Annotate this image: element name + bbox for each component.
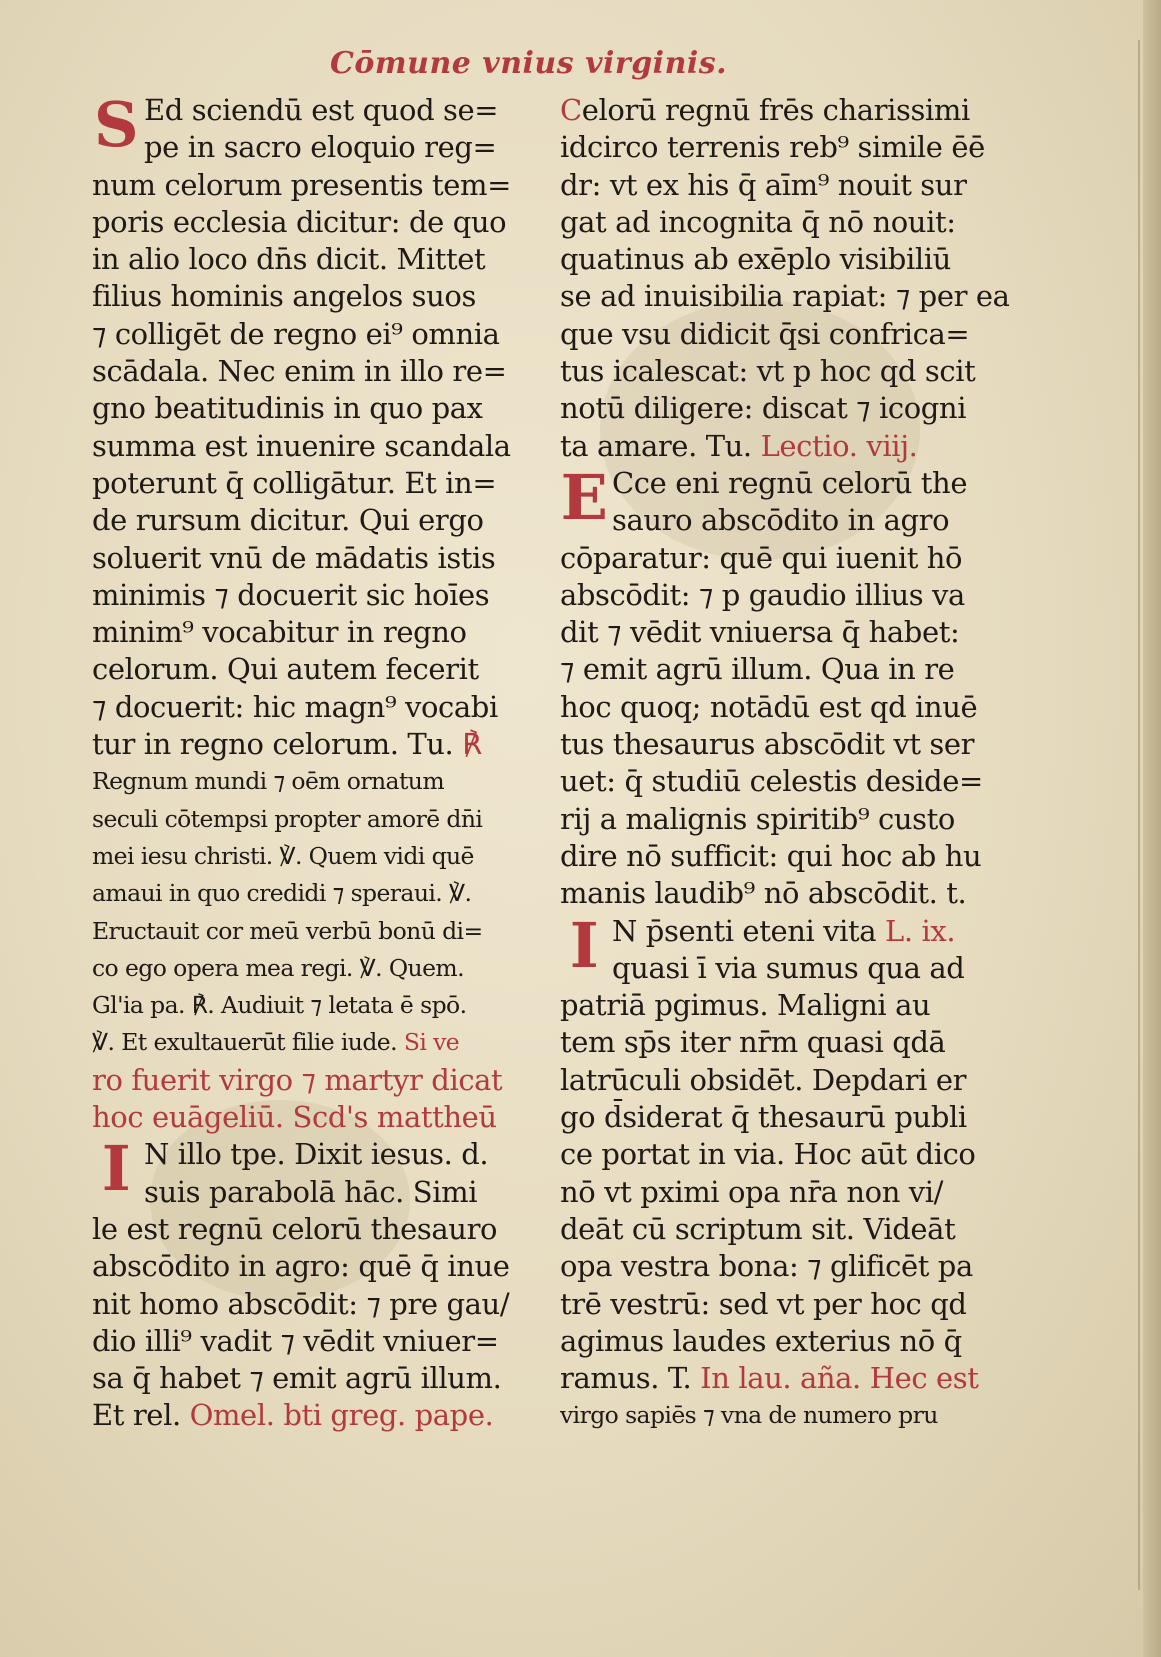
- text-line: [92, 651, 547, 688]
- line-text: pe in sacro eloquio reg=: [144, 130, 497, 165]
- rubric-text: hoc euāgeliū. Scd's mattheū: [92, 1100, 497, 1135]
- rubric-text: C: [560, 93, 582, 127]
- line-text: nit homo abscōdit: ⁊ pre gau/: [92, 1286, 510, 1321]
- line-text: sa q̄ habet ⁊ emit agrū illum.: [92, 1361, 502, 1396]
- line-text: summa est inuenire scandala: [92, 428, 511, 463]
- line-text: tus icalescat: vt p hoc qd scit: [560, 354, 976, 389]
- text-line: [560, 950, 1015, 987]
- text-line: [92, 204, 547, 241]
- line-text: manis laudib⁹ nō abscōdit. t.: [560, 876, 967, 911]
- line-text: dio illi⁹ vadit ⁊ vēdit vniuer=: [92, 1323, 499, 1358]
- text-line: [560, 316, 1015, 353]
- text-line: [560, 92, 1015, 129]
- line-text: soluerit vnū de mādatis istis: [92, 540, 496, 575]
- line-text: abscōdit: ⁊ p gaudio illius va: [560, 577, 965, 612]
- line-text: ⁊ colligēt de regno ei⁹ omnia: [92, 316, 500, 351]
- rubric-text: Omel. bti greg. pape.: [189, 1398, 494, 1433]
- line-text: gno beatitudinis in quo pax: [92, 391, 483, 426]
- text-line: [560, 1136, 1015, 1173]
- line-text: sauro abscōdito in agro: [612, 503, 950, 538]
- text-line: [92, 316, 547, 353]
- text-line: [92, 241, 547, 278]
- text-line: [560, 577, 1015, 614]
- right-text-column: [560, 92, 1015, 1435]
- text-line: [560, 204, 1015, 241]
- line-text: dire nō sufficit: qui hoc ab hu: [560, 838, 982, 873]
- line-text: poterunt q̄ colligātur. Et in=: [92, 465, 497, 500]
- rubric-text: In lau. aña. Hec est: [700, 1361, 979, 1396]
- text-line: [560, 167, 1015, 204]
- text-line: [92, 1062, 547, 1099]
- text-line: [560, 726, 1015, 763]
- line-text: amaui in quo credidi ⁊ speraui. ℣.: [92, 879, 472, 908]
- line-text: agimus laudes exterius nō q̄: [560, 1323, 962, 1358]
- text-line: [92, 689, 547, 726]
- line-text: scādala. Nec enim in illo re=: [92, 354, 507, 389]
- text-line: [560, 838, 1015, 875]
- text-line: [560, 1211, 1015, 1248]
- line-text: trē vestrū: sed vt per hoc qd: [560, 1286, 967, 1321]
- text-line: [560, 1062, 1015, 1099]
- line-text: le est regnū celorū thesauro: [92, 1211, 498, 1246]
- text-line: [560, 1397, 1015, 1434]
- text-line: [92, 801, 547, 838]
- page-header: Cōmune vnius virginis.: [330, 46, 728, 81]
- rubric-text: Si ve: [403, 1028, 460, 1057]
- line-text: patriā pgimus. Maligni au: [560, 988, 931, 1023]
- text-line: [560, 1360, 1015, 1397]
- page-edge: [1143, 0, 1161, 1657]
- text-line: [92, 987, 547, 1024]
- rubric-text: ℟: [462, 727, 482, 762]
- text-line: [560, 763, 1015, 800]
- line-text: num celorum presentis tem=: [92, 167, 512, 202]
- line-text: celorum. Qui autem fecerit: [92, 652, 479, 687]
- line-text: quasi ī via sumus qua ad: [612, 950, 965, 985]
- text-line: [92, 1286, 547, 1323]
- text-line: [92, 278, 547, 315]
- line-text: hoc quoq; notādū est qd inuē: [560, 689, 978, 724]
- page-gutter-line: [1138, 40, 1140, 1590]
- text-line: [92, 1211, 547, 1248]
- line-text: ramus. T.: [560, 1361, 701, 1396]
- text-line: [92, 913, 547, 950]
- left-text-column: [92, 88, 547, 1435]
- text-line: [92, 390, 547, 427]
- line-text: tus thesaurus abscōdit vt ser: [560, 727, 975, 762]
- text-line: [92, 1174, 547, 1211]
- line-text: latrūculi obsidēt. Depdari er: [560, 1062, 967, 1097]
- text-line: [92, 875, 547, 912]
- line-text: co ego opera mea regi. ℣. Quem.: [92, 953, 464, 982]
- text-line: [560, 987, 1015, 1024]
- line-text: rij a malignis spiritib⁹ custo: [560, 801, 955, 836]
- line-text: suis parabolā hāc. Simi: [144, 1174, 478, 1209]
- line-text: notū diligere: discat ⁊ icogni: [560, 391, 967, 426]
- line-text: ta amare. Tu.: [560, 428, 761, 463]
- line-text: N p̄senti eteni vita: [612, 913, 885, 948]
- text-line: [560, 1024, 1015, 1061]
- line-text: nō vt pximi opa nr̄a non vi/: [560, 1174, 944, 1209]
- line-text: dit ⁊ vēdit vniuersa q̄ habet:: [560, 615, 960, 650]
- text-line: [92, 726, 547, 763]
- text-line: [92, 1248, 547, 1285]
- line-text: tem sp̄s iter nr̄m quasi qdā: [560, 1025, 946, 1060]
- line-text: idcirco terrenis reb⁹ simile ēē: [560, 130, 985, 165]
- text-line: [92, 950, 547, 987]
- line-text: go d̄siderat q̄ thesaurū publi: [560, 1100, 967, 1135]
- line-text: Et rel.: [92, 1398, 190, 1433]
- line-text: tur in regno celorum. Tu.: [92, 727, 463, 762]
- line-text: ⁊ emit agrū illum. Qua in re: [560, 652, 955, 687]
- text-line: [560, 614, 1015, 651]
- text-line: [560, 1099, 1015, 1136]
- rubricated-initial: I: [101, 1132, 131, 1206]
- text-line: [92, 167, 547, 204]
- line-text: cōparatur: quē qui iuenit hō: [560, 540, 963, 575]
- text-line: [92, 129, 547, 166]
- text-line: [92, 763, 547, 800]
- line-text: Gl'ia pa. ℟. Audiuit ⁊ letata ē spō.: [92, 991, 467, 1020]
- line-text: elorū regnū frēs charissimi: [581, 93, 970, 127]
- line-text: seculi cōtempsi propter amorē dn̄i: [92, 804, 483, 833]
- text-line: [560, 241, 1015, 278]
- line-text: ℣. Et exultauerūt filie iude.: [92, 1028, 404, 1057]
- line-text: deāt cū scriptum sit. Videāt: [560, 1211, 956, 1246]
- text-line: [92, 614, 547, 651]
- text-line: [560, 689, 1015, 726]
- text-line: [560, 651, 1015, 688]
- line-text: Cce eni regnū celorū the: [612, 465, 968, 500]
- line-text: que vsu didicit q̄si confrica=: [560, 316, 970, 351]
- line-text: filius hominis angelos suos: [92, 279, 476, 314]
- text-line: [560, 1174, 1015, 1211]
- text-line: [92, 1024, 547, 1061]
- text-line: [560, 353, 1015, 390]
- rubricated-initial: S: [93, 88, 139, 161]
- text-line: [92, 353, 547, 390]
- line-text: mei iesu christi. ℣. Quem vidi quē: [92, 841, 474, 870]
- line-text: ⁊ docuerit: hic magn⁹ vocabi: [92, 689, 498, 724]
- rubric-text: L. ix.: [885, 913, 956, 948]
- line-text: minim⁹ vocabitur in regno: [92, 615, 467, 650]
- line-text: dr: vt ex his q̄ aīm⁹ nouit sur: [560, 167, 967, 202]
- text-line: [560, 540, 1015, 577]
- text-line: [92, 838, 547, 875]
- line-text: Regnum mundi ⁊ oēm ornatum: [92, 767, 445, 796]
- text-line: [92, 1099, 547, 1136]
- text-line: [560, 390, 1015, 427]
- text-line: [560, 1286, 1015, 1323]
- line-text: abscōdito in agro: quē q̄ inue: [92, 1249, 510, 1284]
- line-text: gat ad incognita q̄ nō nouit:: [560, 204, 956, 239]
- text-line: [560, 129, 1015, 166]
- line-text: N illo tpe. Dixit iesus. d.: [144, 1137, 489, 1172]
- line-text: se ad inuisibilia rapiat: ⁊ per ea: [560, 279, 1010, 314]
- line-text: Eructauit cor meū verbū bonū di=: [92, 916, 483, 945]
- text-line: [92, 540, 547, 577]
- rubric-text: ro fuerit virgo ⁊ martyr dicat: [92, 1062, 503, 1097]
- text-line: [560, 278, 1015, 315]
- line-text: ce portat in via. Hoc aūt dico: [560, 1137, 976, 1172]
- text-line: [92, 1397, 547, 1434]
- text-line: [560, 875, 1015, 912]
- line-text: in alio loco dn̄s dicit. Mittet: [92, 242, 486, 277]
- line-text: de rursum dicitur. Qui ergo: [92, 503, 484, 538]
- line-text: opa vestra bona: ⁊ glificēt pa: [560, 1249, 973, 1284]
- text-line: [560, 428, 1015, 465]
- rubric-text: Lectio. viij.: [760, 428, 918, 463]
- text-line: [92, 428, 547, 465]
- text-line: [92, 1360, 547, 1397]
- text-line: [560, 502, 1015, 539]
- line-text: poris ecclesia dicitur: de quo: [92, 204, 507, 239]
- line-text: virgo sapiēs ⁊ vna de numero pru: [560, 1401, 938, 1430]
- line-text: minimis ⁊ docuerit sic hoīes: [92, 577, 490, 612]
- text-line: [92, 1323, 547, 1360]
- line-text: Ed sciendū est quod se=: [144, 93, 499, 127]
- line-text: quatinus ab exēplo visibiliū: [560, 242, 951, 277]
- text-line: [92, 577, 547, 614]
- text-line: [560, 801, 1015, 838]
- line-text: uet: q̄ studiū celestis deside=: [560, 764, 983, 799]
- text-line: [92, 502, 547, 539]
- rubricated-initial: I: [569, 908, 599, 982]
- text-line: [92, 465, 547, 502]
- text-line: [560, 1248, 1015, 1285]
- text-line: [560, 1323, 1015, 1360]
- rubricated-initial: E: [560, 460, 608, 534]
